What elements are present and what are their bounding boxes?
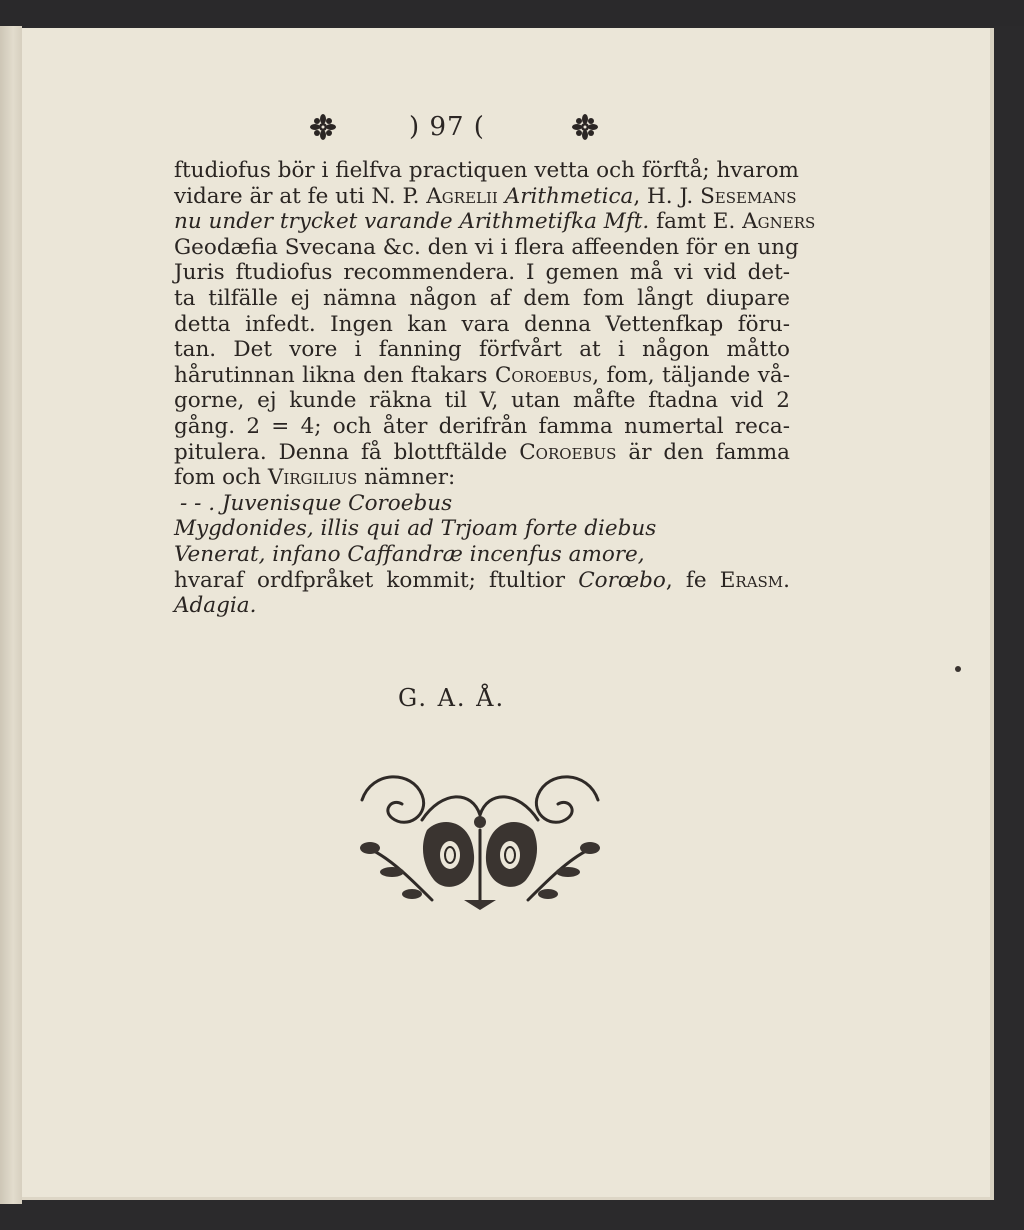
- scanner-background-bottom: [0, 1204, 1024, 1230]
- text-line: ftudiofus bör i fielfva practiquen vetta och förftå; hvarom: [174, 158, 799, 183]
- author-signature: G. A. Å.: [398, 684, 506, 712]
- text-line: gång. 2 = 4; och åter derifrån famma numertal reca-: [174, 413, 790, 439]
- scanner-background-right: [994, 26, 1024, 1230]
- text-line: nu under trycket varande Arithmetifka Mft. famt E. Agners: [174, 209, 816, 235]
- author-name: Agrelii: [426, 183, 498, 209]
- person-name: Coroebus: [519, 439, 617, 465]
- text-line: Adagia.: [174, 593, 257, 619]
- fleuron-ornament-icon: [572, 114, 598, 140]
- text-line: gorne, ej kunde räkna til V, utan måfte ftadna vid 2: [174, 388, 790, 414]
- book-title: Arithmetica: [504, 183, 634, 209]
- author-name: Virgilius: [267, 465, 358, 491]
- body-text: [174, 158, 816, 619]
- verse-line: Mygdonides, illis qui ad Trjoam forte diebus: [174, 516, 657, 542]
- tailpiece-ornament-icon: [352, 760, 608, 912]
- fleuron-ornament-icon: [310, 114, 336, 140]
- previous-page-edge: [0, 26, 22, 1206]
- author-name: Agners: [742, 209, 816, 235]
- text-line: hvaraf ordfpråket kommit; ftultior Corœbo, fe Erasm.: [174, 567, 790, 593]
- text-line: Juris ftudiofus recommendera. I gemen må vi vid det-: [174, 260, 790, 286]
- ink-speck: [955, 666, 961, 672]
- text-line: ta tilfälle ej nämna någon af dem fom långt diupare: [174, 285, 790, 311]
- verse-line: Venerat, infano Caffandræ incenfus amore,: [174, 541, 645, 567]
- text-line: Geodæfia Svecana &c. den vi i flera affeenden för en ung: [174, 234, 799, 260]
- text-line: tan. Det vore i fanning förfvårt at i någon måtto: [174, 337, 790, 363]
- text-line: detta infedt. Ingen kan vara denna Vettenfkap föru-: [174, 311, 790, 337]
- page-number: ) 97 (: [409, 112, 485, 142]
- text-line: fom och Virgilius nämner:: [174, 465, 456, 491]
- text-line: hårutinnan likna den ftakars Coroebus, fom, täljande vå-: [174, 362, 790, 388]
- text-line: pitulera. Denna få blottftälde Coroebus är den famma: [174, 439, 790, 465]
- scanner-background-top: [0, 0, 1024, 26]
- author-name: Sesemans: [700, 183, 797, 209]
- verse-line: - - . Juvenisque Coroebus: [180, 490, 453, 516]
- running-header: [300, 112, 620, 144]
- person-name: Coroebus: [494, 362, 593, 388]
- text-line: vidare är at fe uti N. P. Agrelii Arithmetica, H. J. Sesemans: [174, 183, 797, 209]
